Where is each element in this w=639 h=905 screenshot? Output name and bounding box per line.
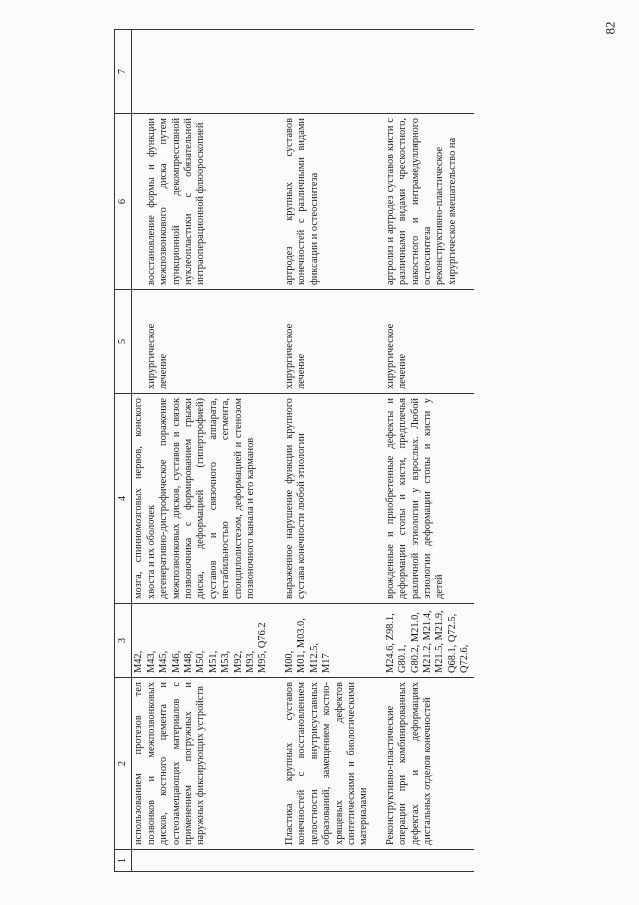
table-row	[132, 30, 272, 872]
cost-cell	[373, 30, 474, 114]
table-row	[272, 30, 373, 872]
method-name-cell: использованием протезов тел позвонков и межпозвонковых дисков, костного цемента и остеозамещающих материалов с применением погружных и наружных фиксирующих устройств	[132, 678, 272, 850]
icd-codes-cell: M24.6, Z98.1, G80.1, G80.2, M21.0, M21.2, M21.4, M21.5, M21.9, Q68.1, Q72.5, Q72.6,	[373, 604, 474, 678]
table-row	[373, 30, 474, 872]
treatment-method-cell: восстановление формы и функции межпозвонкового диска путем пункционной декомпрессивной нуклеопластики с обязательной интраоперационной флюороскопией	[132, 114, 272, 290]
header-cell: 5	[115, 290, 132, 394]
treatment-type-cell: хирургическое лечение	[272, 290, 373, 394]
row-number-cell	[272, 850, 373, 872]
row-number-cell	[132, 850, 272, 872]
treatment-table	[114, 29, 474, 872]
icd-codes-cell: M00, M01, M03.0, M12.5, M17	[272, 604, 373, 678]
header-cell: 1	[115, 850, 132, 872]
method-name-cell: Реконструктивно-пластические операции при комбинированных дефектах и деформациях дистальных отделов конечностей	[373, 678, 474, 850]
method-name-cell: Пластика крупных суставов конечностей с восстановлением целостности внутрисуставных образований, замещением костно-хрящевых дефектов синтетическими и биологическими материалами	[272, 678, 373, 850]
header-cell: 3	[115, 604, 132, 678]
row-number-cell	[373, 850, 474, 872]
cost-cell	[272, 30, 373, 114]
header-cell: 7	[115, 30, 132, 114]
rotated-page	[114, 30, 621, 872]
header-row	[115, 30, 132, 872]
treatment-method-cell: артролиз и артродез суставов кисти с различными видами чрескостного, накостного и интрамедуллярного остеосинтеза реконструктивно-пластическое хирургическое вмешательство на	[373, 114, 474, 290]
patient-model-cell: врожденные и приобретенные дефекты и деформации стопы и кисти, предплечья различной этиологии у взрослых. Любой этиологии деформации стопы и кисти у детей	[373, 394, 474, 604]
header-cell: 2	[115, 678, 132, 850]
icd-codes-cell: M42, M43, M45, M46, M48, M50, M51, M53, M92, M93, M95, Q76.2	[132, 604, 272, 678]
cost-cell	[132, 30, 272, 114]
treatment-type-cell: хирургическое лечение	[373, 290, 474, 394]
treatment-type-cell: хирургическое лечение	[132, 290, 272, 394]
patient-model-cell: выраженное нарушение функции крупного сустава конечности любой этиологии	[272, 394, 373, 604]
header-cell: 4	[115, 394, 132, 604]
treatment-method-cell: артродез крупных суставов конечностей с различными видами фиксации и остеосинтеза	[272, 114, 373, 290]
header-cell: 6	[115, 114, 132, 290]
patient-model-cell: мозга, спинномозговых нервов, конского хвоста и их оболочек дегенеративно-дистрофическое поражение межпозвонковых дисков, суставов и связок позвоночника с формированием грыжи диска, деформацией (гипертрофией) суставов и связочного аппарата, нестабильностью сегмента, спондилолистезом, деформацией и стенозом позвоночного канала и его карманов	[132, 394, 272, 604]
page-number: 82	[602, 21, 618, 35]
